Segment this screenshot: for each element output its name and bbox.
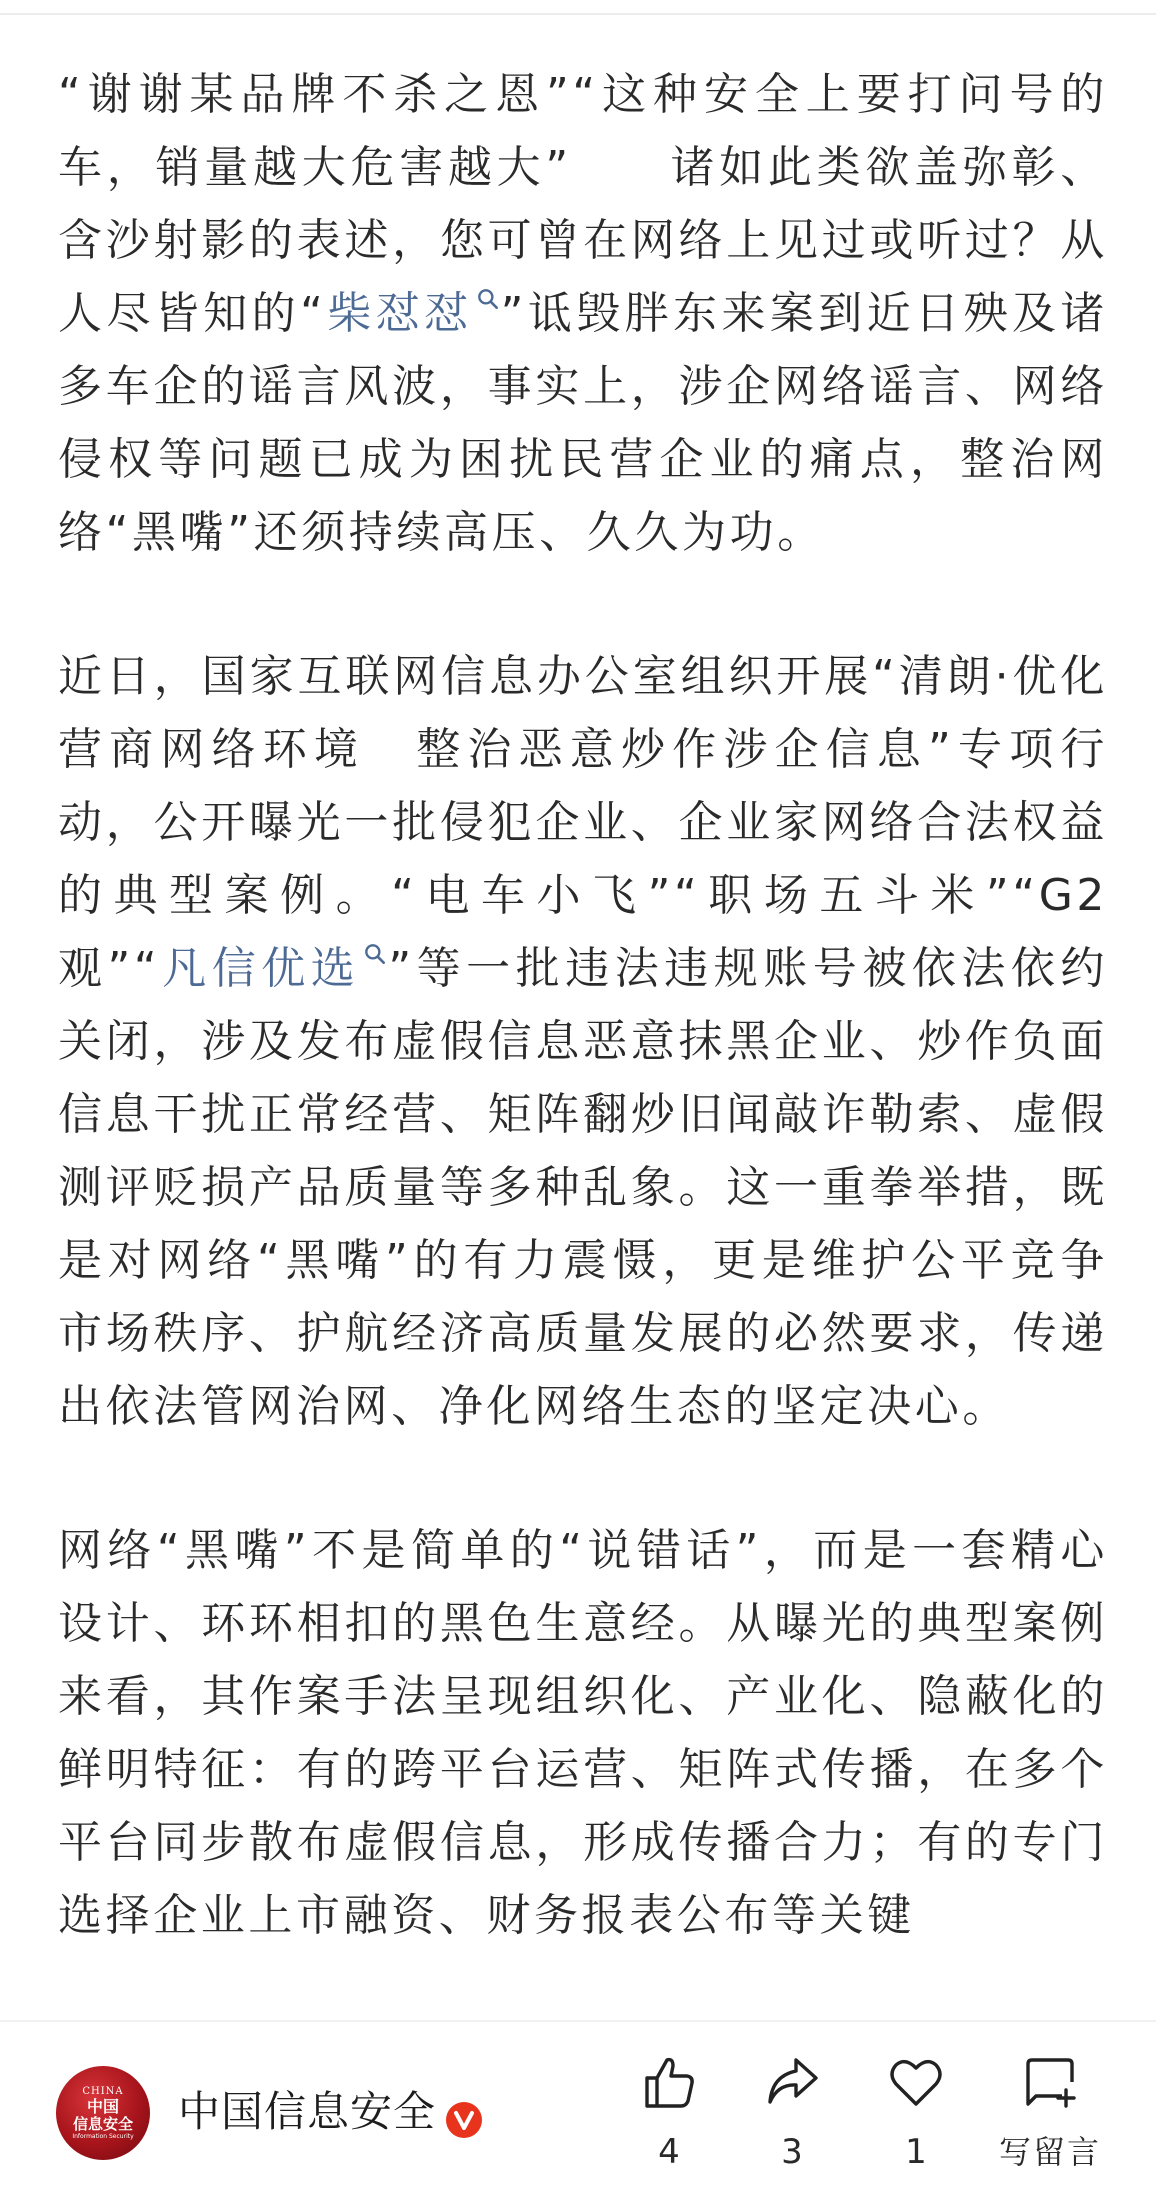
top-divider	[0, 13, 1156, 15]
search-link-label: 凡信优选	[160, 943, 361, 994]
paragraph-2-text-b: ”等一批违法违规账号被依法依约关闭，涉及发布虚假信息恶意抹黑企业、炒作负面信息干扰正常经营、矩阵翻炒旧闻敲诈勒索、虚假测评贬损产品质量等多种乱象。这一重拳举措，既是对网络“黑嘴”的有力震慑，更是维护公平竞争市场秩序、护航经济高质量发展的必然要求，传递出依法管网治网、净化网络生态的坚定决心。	[58, 943, 1108, 1432]
search-link-chaiduidui[interactable]	[327, 288, 501, 339]
like-button[interactable]	[619, 2052, 719, 2182]
write-comment-button[interactable]	[990, 2052, 1110, 2182]
avatar[interactable]	[56, 2066, 150, 2160]
paragraph-2	[58, 640, 1108, 1443]
bottom-action-bar	[0, 2020, 1156, 2205]
heart-icon	[886, 2052, 946, 2112]
search-link-fanxinyouxuan[interactable]	[160, 943, 388, 994]
paragraph-1	[58, 58, 1108, 569]
paragraph-3: 网络“黑嘴”不是简单的“说错话”，而是一套精心设计、环环相扣的黑色生意经。从曝光的典型案例来看，其作案手法呈现组织化、产业化、隐蔽化的鲜明特征：有的跨平台运营、矩阵式传播，在多个平台同步散布虚假信息，形成传播合力；有的专门选择企业上市融资、财务报表公布等关键	[58, 1525, 1108, 1941]
share-count: 3	[781, 2132, 803, 2172]
search-icon	[475, 286, 501, 312]
share-icon	[762, 2052, 822, 2112]
write-comment-label: 写留言	[998, 2133, 1101, 2171]
avatar-logo-text: 信息安全	[72, 2114, 133, 2133]
share-button[interactable]	[742, 2052, 842, 2182]
avatar-logo-text: CHINA	[82, 2085, 124, 2097]
favorite-count: 1	[905, 2132, 927, 2172]
paragraph-1-text-b: ”诋毁胖东来案到近日殃及诸多车企的谣言风波，事实上，涉企网络谣言、网络侵权等问题已成为困扰民营企业的痛点，整治网络“黑嘴”还须持续高压、久久为功。	[58, 288, 1108, 558]
avatar-logo-text: Information Security	[72, 2132, 134, 2140]
verified-icon	[446, 2102, 482, 2138]
search-link-label: 柴怼怼	[326, 288, 473, 339]
paragraph-1-text-a: “谢谢某品牌不杀之恩”“这种安全上要打问号的车，销量越大危害越大” 诸如此类欲盖弥彰、含沙射影的表述，您可曾在网络上见过或听过？从人尽皆知的“	[58, 69, 1108, 339]
thumbs-up-icon	[639, 2052, 699, 2112]
paragraph-2-text-a: 近日，国家互联网信息办公室组织开展“清朗·优化营商网络环境 整治恶意炒作涉企信息”专项行动，公开曝光一批侵犯企业、企业家网络合法权益的典型案例。“电车小飞”“职场五斗米”“G2观”“	[58, 651, 1108, 994]
account-name[interactable]: 中国信息安全	[178, 2087, 437, 2136]
favorite-button[interactable]	[866, 2052, 966, 2182]
avatar-logo-text: 中国	[86, 2096, 119, 2116]
like-count: 4	[658, 2132, 680, 2172]
comment-icon	[1020, 2052, 1080, 2112]
search-icon	[362, 941, 388, 967]
article-body	[58, 58, 1108, 2020]
